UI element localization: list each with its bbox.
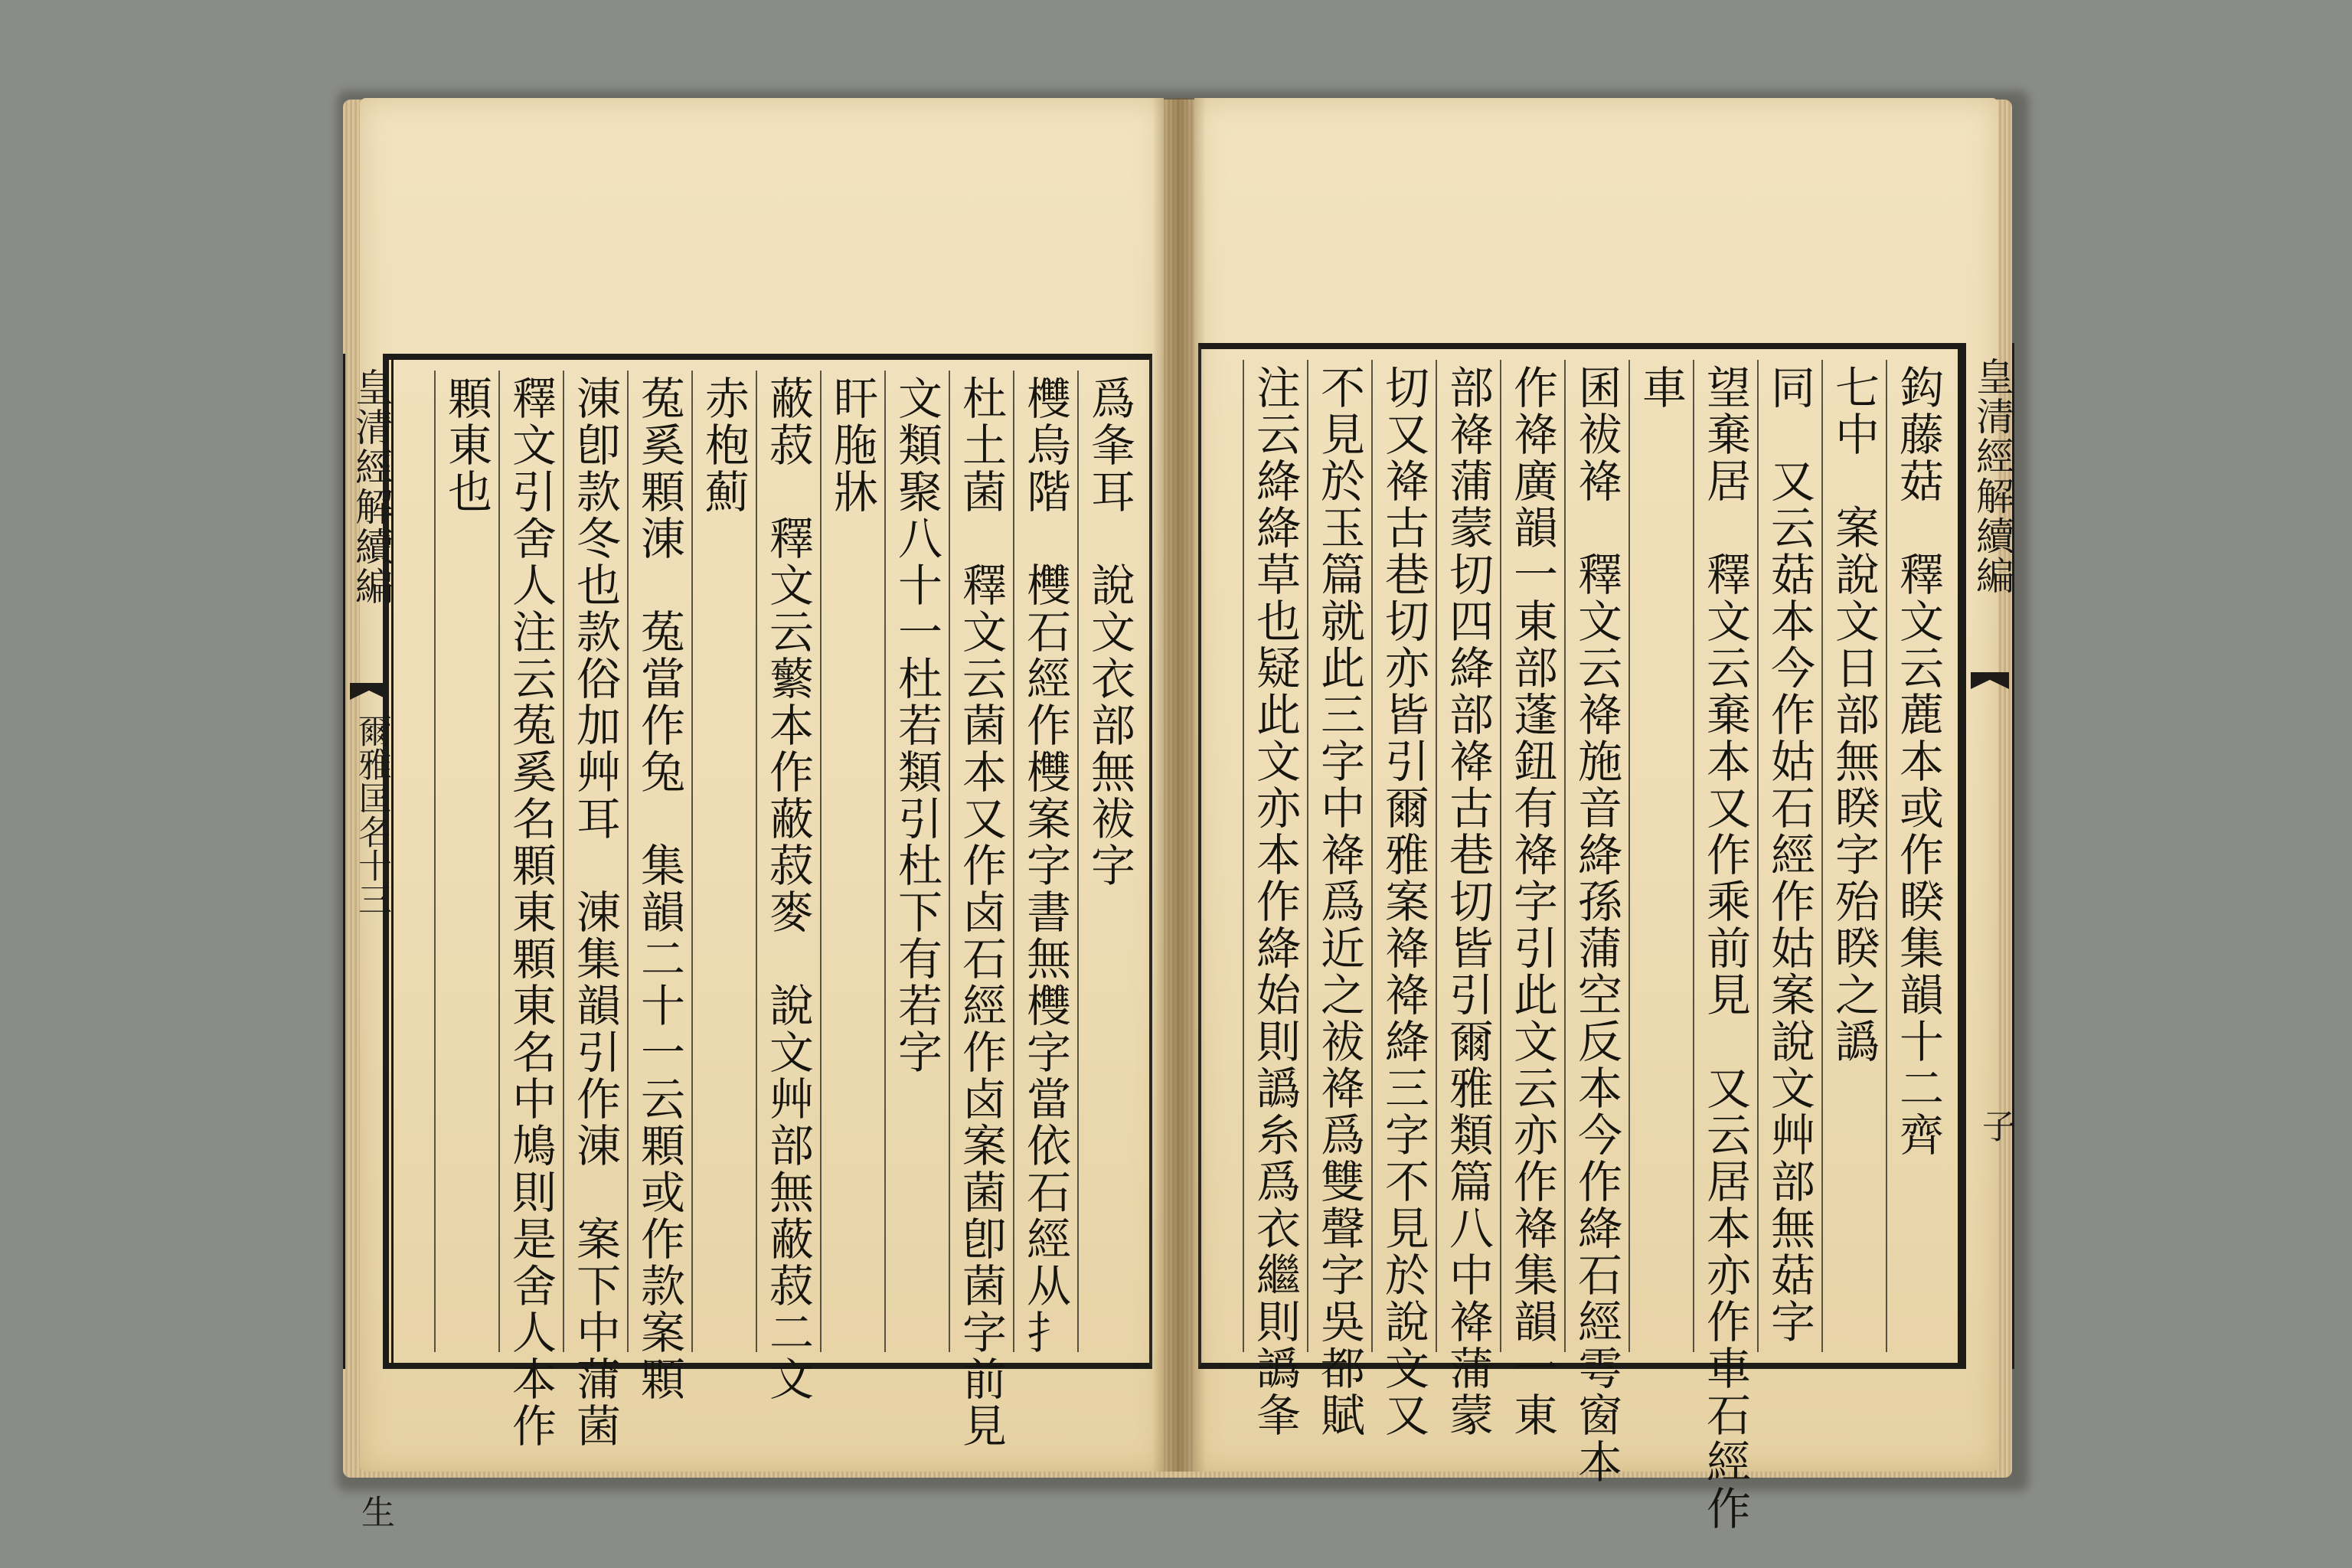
text-column (1307, 360, 1371, 1439)
text-column (434, 371, 498, 1352)
right-page-banner (1964, 343, 2014, 1369)
text-column (1243, 360, 1307, 1439)
text-column (949, 371, 1013, 1449)
column-text: 爲夆耳 說文衣部無袚字 (1083, 375, 1135, 889)
text-column (1564, 360, 1628, 1485)
column-text: 不見於玉篇就此三字中袶爲近之袚袶爲雙聲字吳都賦 (1313, 364, 1365, 1439)
text-column (1500, 360, 1564, 1439)
column-text: 同 又云菇本今作姑石經作姑案說文艸部無菇字 (1763, 364, 1815, 1345)
column-text: 顆東也 (440, 375, 492, 515)
text-column (1436, 360, 1500, 1439)
column-text: 望棄居 釋文云棄本又作乘前見 又云居本亦作車石經作 (1699, 364, 1751, 1532)
column-text: 七中 案說文日部無睽字殆睽之譌 (1828, 364, 1880, 1065)
column-text: 菟奚顆涷 菟當作兔 集韻二十一云顆或作款案顆 (633, 375, 685, 1403)
banner-title: 皇清經解續編 (1970, 357, 2014, 596)
text-column (884, 371, 949, 1352)
left-page-banner (343, 354, 394, 1528)
text-column (1693, 360, 1757, 1532)
fish-tail-mark (1971, 672, 2009, 689)
text-column (1077, 371, 1142, 1352)
column-text: 蔽菽 釋文云蘩本作蔽菽麥 說文艸部無蔽菽二文 (762, 375, 814, 1403)
column-text: 部袶蒲蒙切四絳部袶古巷切皆引爾雅類篇八中袶蒲蒙 (1442, 364, 1494, 1439)
text-column (498, 371, 563, 1449)
left-page-frame (383, 354, 1152, 1449)
column-text: 盰胣牀 (826, 375, 878, 515)
text-column (756, 371, 820, 1403)
column-text: 注云絳絳草也疑此文亦本作絳始則譌糸爲衣繼則譌夆 (1249, 364, 1301, 1439)
banner-page-number: 子 (1976, 1109, 2015, 1142)
text-column (691, 371, 756, 1352)
right-page-frame (1198, 343, 1964, 1532)
banner-section: 爾雅匡名十三 (352, 714, 391, 916)
column-text: 作袶廣韻一東部蓬鈕有袶字引此文云亦作袶集韻一東 (1506, 364, 1558, 1439)
column-text: 釋文引舍人注云菟奚名顆東顆東名中鳩則是舍人本作 (505, 375, 557, 1449)
text-column (1821, 360, 1886, 1352)
column-text: 切又袶古巷切亦皆引爾雅案袶袶絳三字不見於說文又 (1377, 364, 1429, 1439)
column-text: 文類聚八十一杜若類引杜下有若字 (890, 375, 942, 1076)
text-column (1628, 360, 1693, 1352)
text-column (563, 371, 627, 1449)
left-page-columns (397, 371, 1142, 1449)
text-column (1886, 360, 1950, 1352)
banner-title: 皇清經解續編 (349, 368, 394, 606)
text-column (1757, 360, 1821, 1352)
text-column (1013, 371, 1077, 1356)
column-text: 杜土菌 釋文云菌本又作卤石經作卤案菌卽菌字前見 (955, 375, 1007, 1449)
column-text: 囷袚袶 釋文云袶施音絳孫蒲空反本今作絳石經雩窗本 (1570, 364, 1622, 1485)
column-text: 涷卽款冬也款俗加艸耳 涷集韻引作涷 案下中蒲菌 (569, 375, 621, 1449)
right-page-columns (1209, 360, 1950, 1532)
banner-page-number: 生 (355, 1494, 394, 1528)
column-text: 車 (1635, 364, 1687, 411)
text-column (627, 371, 691, 1403)
text-column (1371, 360, 1436, 1439)
column-text: 鈎藤菇 釋文云蔍本或作睽集韻十二齊 (1892, 364, 1944, 1158)
column-text: 欆烏階 欆石經作欆案字書無欆字當依石經从扌 (1019, 375, 1071, 1356)
column-text: 赤枹薊 (697, 375, 750, 515)
text-column (820, 371, 884, 1352)
fish-tail-mark (350, 683, 388, 700)
